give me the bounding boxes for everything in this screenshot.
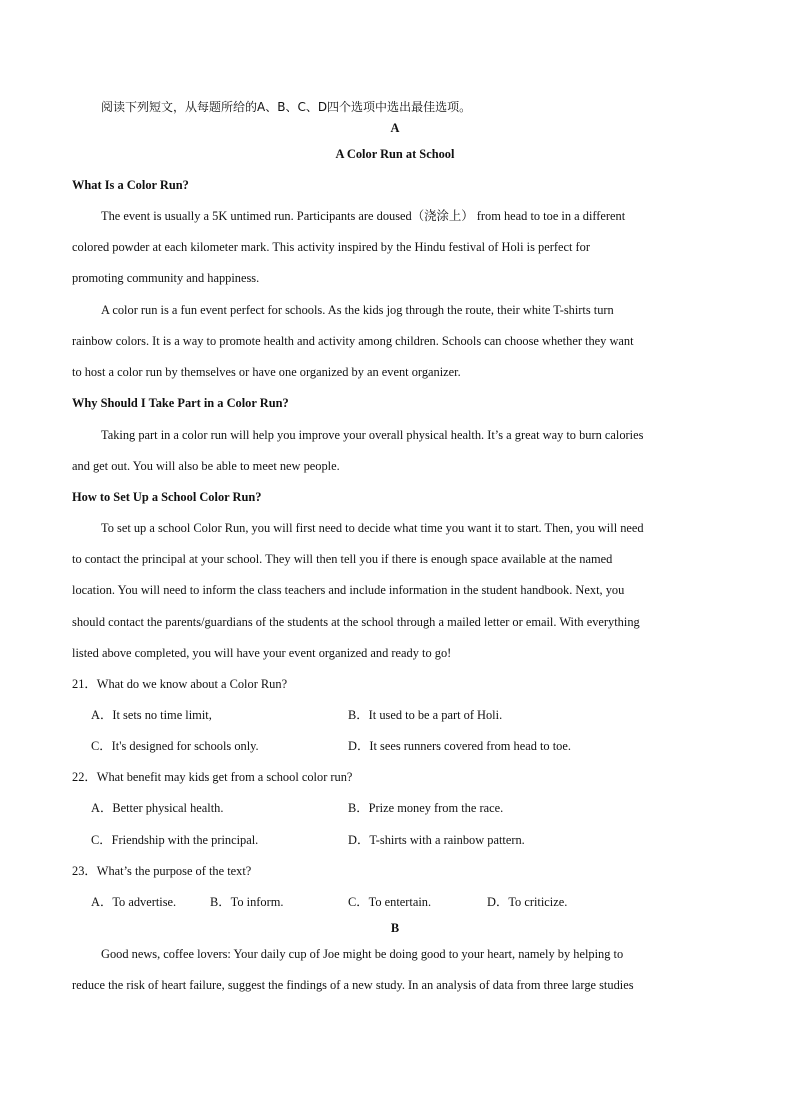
passage-a-label: A <box>390 121 400 135</box>
option-23-a[interactable]: A．To advertise. <box>91 895 177 909</box>
option-22-a[interactable]: A．Better physical health. <box>91 801 224 815</box>
paragraph-line: listed above completed, you will have your event organized and ready to go! <box>72 646 452 660</box>
paragraph-line: location. You will need to inform the class teachers and include information in the student handbook. Next, you <box>72 583 625 597</box>
question-stem-21: 21．What do we know about a Color Run? <box>72 677 288 691</box>
paragraph-line: to host a color run by themselves or have one organized by an event organizer. <box>72 365 461 379</box>
option-21-c[interactable]: C．It's designed for schools only. <box>91 739 259 753</box>
passage-b-label: B <box>390 921 400 935</box>
instructions: 阅读下列短文，从每题所给的A、B、C、D四个选项中选出最佳选项。 <box>101 100 472 114</box>
option-22-d[interactable]: D．T-shirts with a rainbow pattern. <box>348 833 525 847</box>
paragraph-line: should contact the parents/guardians of the students at the school through a mailed letter or email. With everything <box>72 615 640 629</box>
question-stem-23: 23．What’s the purpose of the text? <box>72 864 252 878</box>
option-22-c[interactable]: C．Friendship with the principal. <box>91 833 259 847</box>
paragraph-line: to contact the principal at your school. They will then tell you if there is enough space available at the named <box>72 552 613 566</box>
option-21-a[interactable]: A．It sets no time limit, <box>91 708 212 722</box>
option-23-d[interactable]: D．To criticize. <box>487 895 568 909</box>
option-21-d[interactable]: D．It sees runners covered from head to toe. <box>348 739 571 753</box>
option-21-b[interactable]: B．It used to be a part of Holi. <box>348 708 503 722</box>
paragraph-line: The event is usually a 5K untimed run. Participants are doused（浇涂上） from head to toe in a different <box>101 209 626 223</box>
paragraph-line: rainbow colors. It is a way to promote health and activity among children. Schools can choose whether they want <box>72 334 634 348</box>
paragraph-line: A color run is a fun event perfect for schools. As the kids jog through the route, their white T-shirts turn <box>101 303 614 317</box>
paragraph-line: and get out. You will also be able to meet new people. <box>72 459 340 473</box>
option-23-b[interactable]: B．To inform. <box>210 895 284 909</box>
paragraph-line: Good news, coffee lovers: Your daily cup of Joe might be doing good to your heart, namely by helping to <box>101 947 624 961</box>
section-heading: How to Set Up a School Color Run? <box>72 490 262 504</box>
paragraph-line: To set up a school Color Run, you will first need to decide what time you want it to start. Then, you will need <box>101 521 644 535</box>
question-stem-22: 22．What benefit may kids get from a school color run? <box>72 770 353 784</box>
section-heading: What Is a Color Run? <box>72 178 189 192</box>
paragraph-line: colored powder at each kilometer mark. This activity inspired by the Hindu festival of Holi is perfect for <box>72 240 590 254</box>
section-heading: Why Should I Take Part in a Color Run? <box>72 396 289 410</box>
option-23-c[interactable]: C．To entertain. <box>348 895 432 909</box>
paragraph-line: promoting community and happiness. <box>72 271 260 285</box>
passage-a-title: A Color Run at School <box>335 147 455 161</box>
paragraph-line: reduce the risk of heart failure, suggest the findings of a new study. In an analysis of data from three large studies <box>72 978 634 992</box>
option-22-b[interactable]: B．Prize money from the race. <box>348 801 504 815</box>
paragraph-line: Taking part in a color run will help you improve your overall physical health. It’s a great way to burn calories <box>101 428 644 442</box>
